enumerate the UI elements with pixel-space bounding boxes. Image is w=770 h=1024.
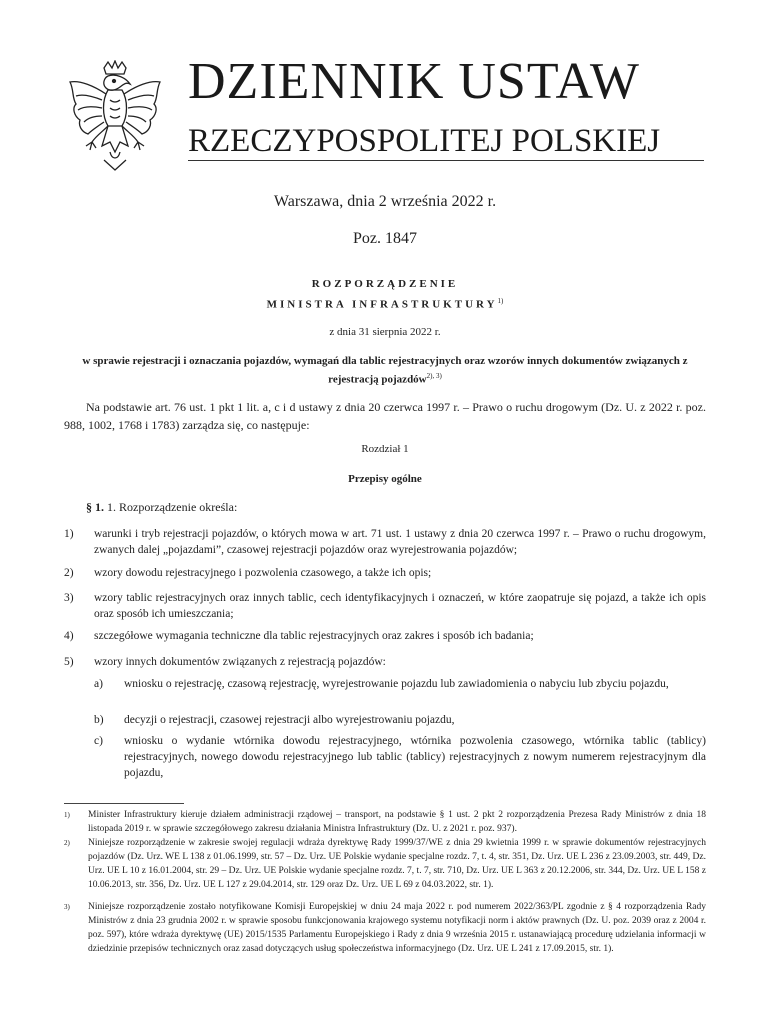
sub-list-item-letter: b) [94, 714, 104, 726]
sub-list-item-letter: a) [94, 678, 103, 690]
act-author-text: MINISTRA INFRASTRUKTURY [266, 298, 498, 311]
position-number: Poz. 1847 [353, 230, 417, 247]
sub-list-item-text: wniosku o rejestrację, czasową rejestrację, wyrejestrowanie pojazdu lub zawiadomienia o nabyciu lub zbyciu pojazdu, [124, 678, 669, 690]
list-item-text: warunki i tryb rejestracji pojazdów, o których mowa w art. 71 ust. 1 ustawy z dnia 20 czerwca 1997 r. – Prawo o ruchu drogowym, zwanych dalej „pojazdami”, czasowej rejestracji pojazdów oraz wyrejestrowania pojazdów; [94, 528, 706, 556]
act-subject [64, 354, 706, 388]
act-type: ROZPORZĄDZENIE [311, 278, 459, 290]
list-item [64, 654, 706, 670]
list-item [64, 526, 706, 558]
list-item-text: szczegółowe wymagania techniczne dla tablic rejestracyjnych oraz zakres i sposób ich badania; [94, 630, 534, 642]
list-item-number: 3) [64, 592, 74, 604]
footnote-text: Niniejsze rozporządzenie zostało notyfikowane Komisji Europejskiej w dniu 24 maja 2022 r. pod numerem 2022/363/PL zgodnie z § 4 rozporządzenia Rady Ministrów z dnia 23 grudnia 2002 r. w sprawie sposobu funkcjonowania krajowego systemu notyfikacji norm i aktów prawnych (Dz. U. poz. 2039 oraz z 2004 r. poz. 597), które wdraża dyrektywę (UE) 2015/1535 Parlamentu Europejskiego i Rady z dnia 9 września 2015 r. ustanawiającą procedurę udzielania informacji w dziedzinie przepisów technicznych oraz zasad dotyczących usług społeczeństwa informacyjnego (Dz. Urz. UE L 241 z 17.09.2015, str. 1). [88, 902, 706, 954]
sub-list-item-text: decyzji o rejestracji, czasowej rejestracji albo wyrejestrowaniu pojazdu, [124, 714, 455, 726]
act-subject-text: w sprawie rejestracji i oznaczania pojazdów, wymagań dla tablic rejestracyjnych oraz wzorów innych dokumentów związanych z rejestracją pojazdów [82, 355, 688, 386]
footnote-text: Niniejsze rozporządzenie w zakresie swojej regulacji wdraża dyrektywę Rady 1999/37/WE z dnia 29 kwietnia 1999 r. w sprawie dokumentów rejestracyjnych pojazdów (Dz. Urz. WE L 138 z 01.06.1999, str. 57 – Dz. Urz. UE Polskie wydanie specjalne rozdz. 7, t. 4, str. 351, Dz. Urz. UE L 236 z 23.09.2003, str. 449, Dz. Urz. UE L 10 z 16.01.2004, str. 29 – Dz. Urz. UE Polskie wydanie specjalne rozdz. 7, t. 7, str. 710, Dz. Urz. UE L 363 z 20.12.2006, str. 344, Dz. Urz. UE L 158 z 10.06.2013, str. 356, Dz. Urz. UE L 127 z 29.04.2014, str. 129 oraz Dz. Urz. UE L 69 z 04.03.2022, str. 1). [88, 838, 706, 890]
list-item-text: wzory innych dokumentów związanych z rejestracją pojazdów: [94, 656, 386, 668]
footnote [64, 900, 706, 956]
sub-list-item [94, 676, 706, 692]
publication-date: Warszawa, dnia 2 września 2022 r. [273, 193, 497, 210]
paragraph-intro-text: 1. Rozporządzenie określa: [107, 500, 238, 514]
footnote-ref: 2), 3) [426, 372, 442, 380]
polish-eagle-emblem-icon [64, 60, 166, 176]
list-item [64, 565, 706, 581]
list-item-number: 2) [64, 567, 74, 579]
footnote-number: 1) [64, 811, 70, 819]
list-item-number: 1) [64, 528, 74, 540]
paragraph-intro [86, 500, 237, 515]
list-item-text: wzory tablic rejestracyjnych oraz innych tablic, cech identyfikacyjnych i oznaczeń, w które zaopatruje się pojazd, a także ich opis oraz sposób ich umieszczania; [94, 592, 706, 620]
footnote-text: Minister Infrastruktury kieruje działem administracji rządowej – transport, na podstawie § 1 ust. 2 pkt 2 rozporządzenia Prezesa Rady Ministrów z dnia 18 listopada 2019 r. w sprawie szczegółowego zakresu działania Ministra Infrastruktury (Dz. U. z 2021 r. poz. 937). [88, 810, 706, 834]
list-item-number: 4) [64, 630, 74, 642]
sub-list-item [94, 733, 706, 781]
list-item-text: wzory dowodu rejestracyjnego i pozwolenia czasowego, a także ich opis; [94, 567, 432, 579]
footnote-ref: 1) [497, 297, 504, 305]
masthead-subtitle: RZECZYPOSPOLITEJ POLSKIEJ [188, 123, 661, 159]
sub-list-item-text: wniosku o wydanie wtórnika dowodu rejestracyjnego, wtórnika pozwolenia czasowego, wtórnika tablic (tablicy) rejestracyjnych, nowego dowodu rejestracyjnego lub tablic (tablicy) rejestracyjnych z nowym numerem rejestracyjnym dla pojazdu, [124, 735, 706, 779]
paragraph-mark: § 1. [86, 500, 104, 514]
list-item [64, 590, 706, 622]
footnote-number: 2) [64, 839, 70, 847]
list-item-number: 5) [64, 656, 74, 668]
footnote-number: 3) [64, 903, 70, 911]
sub-list-item [94, 712, 706, 728]
footnote [64, 836, 706, 892]
sub-list-item-letter: c) [94, 735, 103, 747]
masthead-title: DZIENNIK USTAW [188, 53, 640, 110]
chapter-label: Rozdział 1 [361, 443, 409, 455]
list-item [64, 628, 706, 644]
footnote-divider [64, 803, 184, 804]
footnote [64, 808, 706, 836]
act-date: z dnia 31 sierpnia 2022 r. [329, 326, 441, 338]
masthead-divider [188, 160, 704, 161]
act-author [0, 297, 770, 311]
chapter-title: Przepisy ogólne [348, 473, 422, 485]
preamble: Na podstawie art. 76 ust. 1 pkt 1 lit. a, c i d ustawy z dnia 20 czerwca 1997 r. – Prawo o ruchu drogowym (Dz. U. z 2022 r. poz. 988, 1002, 1768 i 1783) zarządza się, co następuje: [64, 400, 706, 432]
